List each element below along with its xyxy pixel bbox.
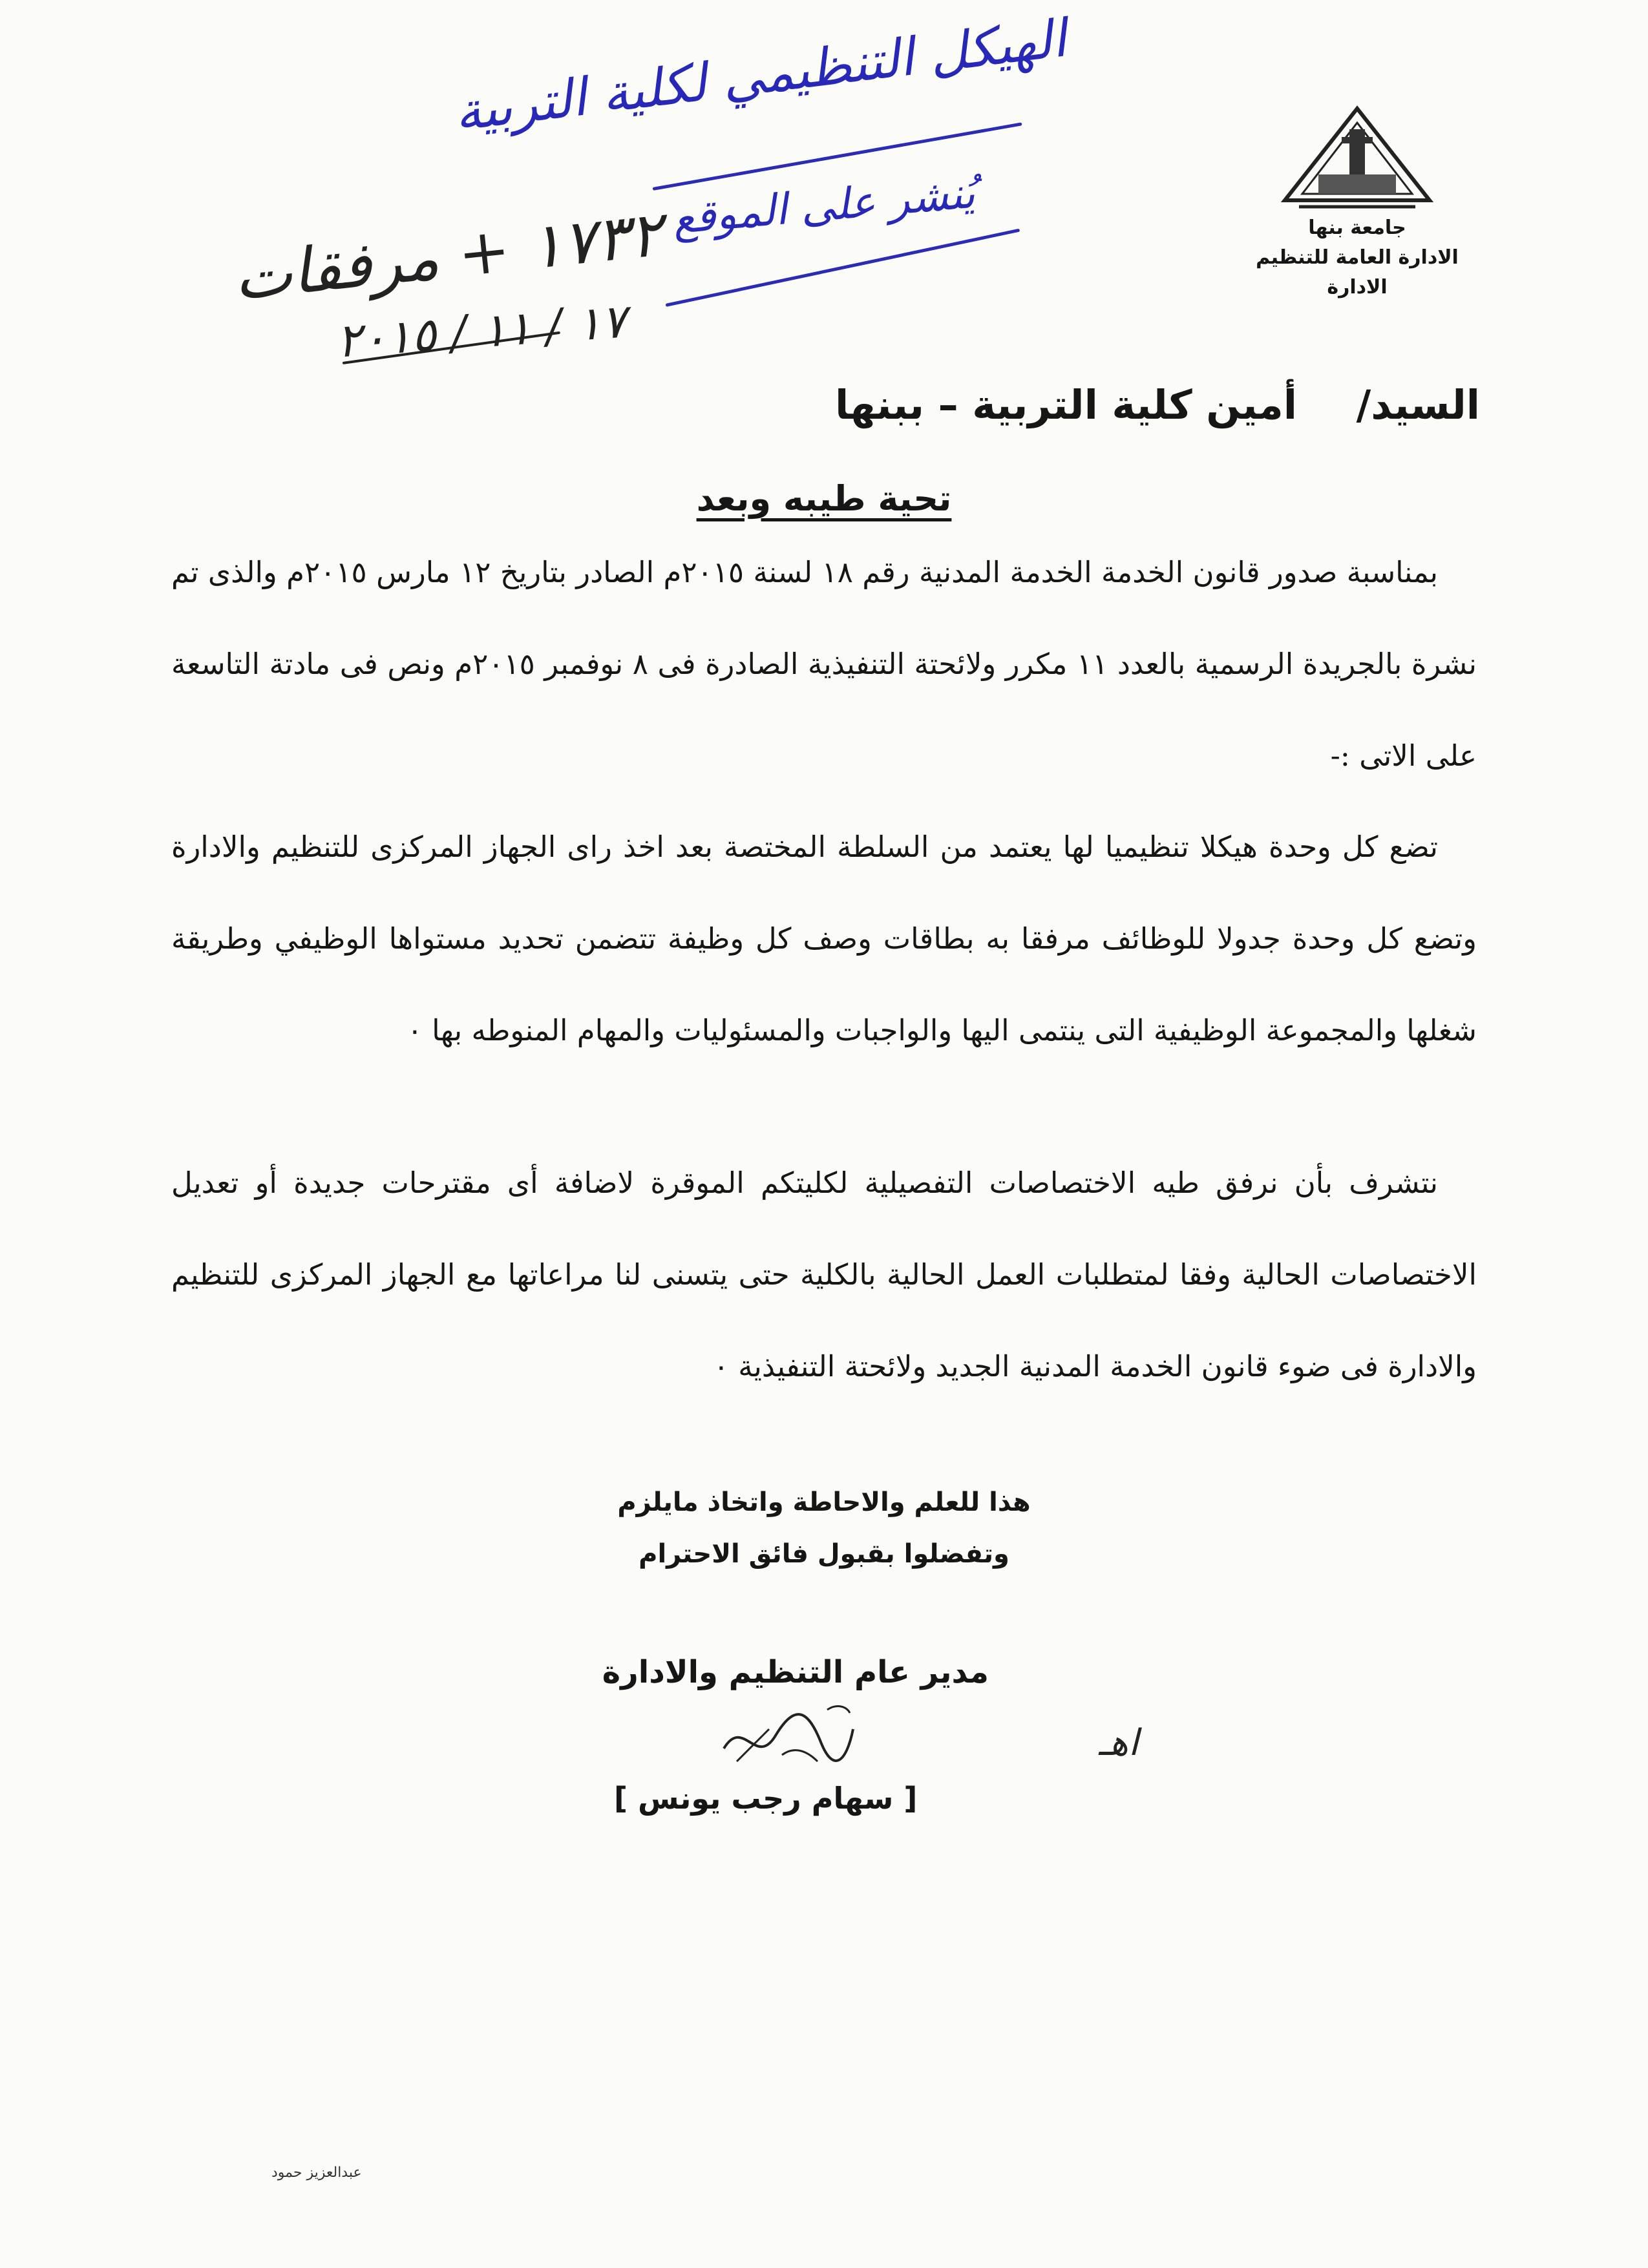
body-paragraph-1: بمناسبة صدور قانون الخدمة الخدمة المدنية رقم ١٨ لسنة ٢٠١٥م الصادر بتاريخ ١٢ مارس ٢٠١٥م والذى تم نشرة بالجريدة الرسمية بالعدد ١١ مكرر ولائحتة التنفيذية الصادرة فى ٨ نوفمبر ٢٠١٥م ونص فى مادتة التاسعة على الاتى :-: [171, 555, 1477, 773]
handwritten-note-2: يُنشر على الموقع: [670, 167, 977, 244]
closing-line-1: هذا للعلم والاحاطة واتخاذ مايلزم: [617, 1487, 1031, 1517]
closing-line-2: وتفضلوا بقبول فائق الاحترام: [639, 1539, 1009, 1569]
department-name: الادارة العامة للتنظيم الادارة: [1256, 246, 1459, 299]
university-logo: [1280, 103, 1435, 213]
handwritten-note-1: الهيكل التنظيمي لكلية التربية: [450, 8, 1070, 143]
signature-block: [575, 1654, 989, 1816]
body-paragraph-3: نتشرف بأن نرفق طيه الاختصاصات التفصيلية لكليتكم الموقرة لاضافة أى مقترحات جديدة أو تعديل الاختصاصات الحالية وفقا لمتطلبات العمل الحالية بالكلية حتى يتسنى لنا مراعاتها مع الجهاز المركزى للتنظيم والادارة فى ضوء قانون الخدمة المدنية الجديد ولائحتة التنفيذية ٠: [171, 1166, 1477, 1383]
recipient-name: أمين كلية التربية – ببنها: [834, 381, 1298, 428]
university-name: جامعة بنها: [1308, 216, 1406, 239]
handwritten-reference-number: ١٧٣٢ + مرفقات: [229, 197, 666, 315]
letterhead: [1234, 103, 1480, 302]
closing-block: [0, 1476, 1648, 1580]
recipient-prefix: السيد/: [1356, 381, 1480, 428]
ink-underline-2: [665, 229, 1020, 307]
body-paragraph-2: تضع كل وحدة هيكلا تنظيميا لها يعتمد من السلطة المختصة بعد اخذ راى الجهاز المركزى للتنظيم والادارة وتضع كل وحدة جدولا للوظائف مرفقا به بطاقات وصف كل وظيفة تتضمن تحديد مستواها الوظيفي وطريقة شغلها والمجموعة الوظيفية التى ينتمى اليها والواجبات والمسئوليات والمهام المنوطه بها ٠: [171, 830, 1477, 1047]
signatory-title: مدير عام التنظيم والادارة: [602, 1654, 989, 1690]
typist-initials: عبدالعزيز حمود: [271, 2165, 362, 2181]
greeting: تحية طيبه وبعد: [696, 478, 952, 519]
handwritten-signature: [698, 1690, 866, 1781]
handwritten-date: ١٧ / ١١ / ٢٠١٥: [334, 293, 628, 368]
signatory-name: [ سهام رجب يونس ]: [614, 1781, 918, 1816]
recipient-line: [168, 381, 1480, 428]
marginal-scribble: اهـ: [1099, 1722, 1139, 1764]
